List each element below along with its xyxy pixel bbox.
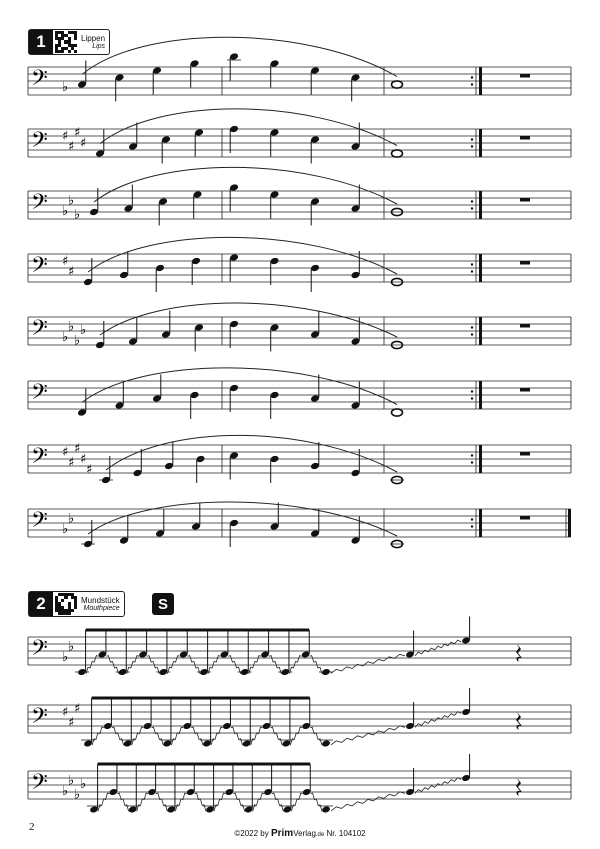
eighth-note	[321, 668, 331, 676]
whole-rest	[520, 198, 530, 202]
flat-icon: ♭	[62, 784, 69, 799]
sharp-icon: ♯	[74, 441, 81, 457]
flat-icon: ♭	[68, 511, 75, 527]
glissando-line	[231, 727, 243, 745]
whole-note	[392, 150, 403, 157]
final-bar-thick	[568, 509, 571, 537]
flat-icon: ♭	[62, 204, 69, 219]
publisher-suffix: Verlag	[293, 829, 316, 838]
repeat-dot	[471, 138, 473, 140]
exercise-2-header	[28, 591, 125, 617]
glissando-line	[415, 640, 461, 656]
repeat-dot	[471, 518, 473, 520]
repeat-dot	[471, 263, 473, 265]
glissando-line	[171, 727, 183, 745]
glissando-line	[290, 727, 302, 745]
repeat-dot	[471, 207, 473, 209]
glissando-line	[214, 793, 225, 811]
flat-icon: ♭	[68, 319, 75, 335]
flat-icon: ♭	[62, 650, 69, 665]
whole-rest	[520, 136, 530, 140]
glissando-line	[175, 793, 186, 811]
repeat-thick-bar	[479, 67, 482, 95]
repeat-dot	[471, 83, 473, 85]
repeat-dot	[471, 76, 473, 78]
glissando-line	[331, 654, 405, 673]
repeat-thick-bar	[479, 129, 482, 157]
slur	[88, 237, 397, 274]
sharp-icon: ♯	[62, 129, 69, 144]
slur	[82, 37, 397, 76]
flat-icon: ♭	[74, 207, 81, 223]
flat-icon: ♭	[80, 323, 87, 338]
repeat-dot	[471, 326, 473, 328]
whole-rest	[520, 452, 530, 456]
sharp-icon: ♯	[74, 125, 81, 141]
glissando-line	[291, 793, 302, 811]
beam	[92, 697, 310, 700]
slur	[94, 167, 397, 204]
qr-code-icon	[55, 31, 77, 53]
glissando-line	[331, 792, 405, 811]
exercise-label-translation: Mouthpiece	[83, 604, 120, 612]
bass-clef-icon: 𝄢	[31, 66, 48, 96]
flat-icon: ♭	[74, 333, 81, 349]
footer-prefix: ©2022 by	[234, 829, 271, 838]
glissando-line	[271, 727, 283, 745]
sharp-icon: ♯	[74, 701, 81, 717]
whole-rest	[520, 516, 530, 520]
footer-copyright	[0, 828, 600, 839]
glissando-line	[310, 727, 322, 745]
exercise-label: Lippen	[81, 33, 106, 43]
bass-clef-icon: 𝄢	[31, 770, 48, 800]
glissando-line	[117, 793, 128, 811]
glissando-line	[272, 793, 283, 811]
sharp-icon: ♯	[80, 136, 87, 151]
bass-clef-icon: 𝄢	[31, 190, 48, 220]
flat-icon: ♭	[74, 787, 81, 803]
glissando-line	[211, 727, 223, 745]
glissando-line	[137, 793, 148, 811]
flat-icon: ♭	[68, 193, 75, 209]
publisher-logo: Prim	[270, 828, 294, 839]
glissando-line	[253, 793, 264, 811]
s-badge: S	[152, 593, 174, 615]
bass-clef-icon: 𝄢	[31, 444, 48, 474]
glissando-line	[415, 712, 461, 728]
beam	[98, 763, 311, 766]
repeat-thick-bar	[479, 254, 482, 282]
quarter-rest	[516, 778, 522, 796]
repeat-dot	[471, 454, 473, 456]
glissando-line	[415, 778, 461, 794]
bass-clef-icon: 𝄢	[31, 128, 48, 158]
bass-clef-icon: 𝄢	[31, 636, 48, 666]
bass-clef-icon: 𝄢	[31, 380, 48, 410]
slur	[88, 502, 397, 536]
whole-rest	[520, 324, 530, 328]
exercise-1-header	[28, 29, 110, 55]
slur	[100, 303, 397, 337]
glissando-line	[251, 727, 263, 745]
sharp-icon: ♯	[62, 445, 69, 460]
glissando-line	[191, 727, 203, 745]
glissando-line	[156, 793, 167, 811]
bass-clef-icon: 𝄢	[31, 316, 48, 346]
page-number: 2	[29, 821, 35, 833]
flat-icon: ♭	[62, 80, 69, 95]
slur	[100, 109, 397, 146]
repeat-dot	[471, 525, 473, 527]
bass-clef-icon: 𝄢	[31, 704, 48, 734]
whole-rest	[520, 261, 530, 265]
quarter-rest	[516, 644, 522, 662]
bass-clef-icon: 𝄢	[31, 253, 48, 283]
sharp-icon: ♯	[68, 264, 75, 280]
publisher-tld: .de	[315, 832, 325, 838]
exercise-number: 2	[29, 592, 53, 616]
whole-note	[392, 409, 403, 416]
repeat-dot	[471, 145, 473, 147]
flat-icon: ♭	[80, 777, 87, 792]
sharp-icon: ♯	[68, 139, 75, 155]
exercise-label: Mundstück	[81, 595, 120, 605]
glissando-line	[311, 793, 322, 811]
sharp-icon: ♯	[80, 452, 87, 467]
glissando-line	[132, 727, 144, 745]
repeat-dot	[471, 397, 473, 399]
flat-icon: ♭	[62, 330, 69, 345]
repeat-thick-bar	[479, 381, 482, 409]
eighth-note	[321, 805, 331, 813]
footer-ref: Nr. 104102	[324, 829, 366, 838]
slur	[106, 435, 397, 472]
sharp-icon: ♯	[86, 462, 93, 478]
glissando-line	[98, 793, 109, 811]
repeat-dot	[471, 390, 473, 392]
repeat-thick-bar	[479, 445, 482, 473]
exercise-label-translation: Lips	[92, 42, 106, 50]
whole-rest	[520, 388, 530, 392]
glissando-line	[233, 793, 244, 811]
flat-icon: ♭	[68, 639, 75, 655]
eighth-note	[321, 739, 331, 747]
exercise-number: 1	[29, 30, 53, 54]
repeat-thick-bar	[479, 509, 482, 537]
quarter-rest	[516, 712, 522, 730]
repeat-thick-bar	[479, 191, 482, 219]
sharp-icon: ♯	[62, 705, 69, 720]
repeat-thick-bar	[479, 317, 482, 345]
repeat-dot	[471, 270, 473, 272]
glissando-line	[92, 727, 104, 745]
whole-rest	[520, 74, 530, 78]
qr-code-icon	[55, 593, 77, 615]
repeat-dot	[471, 200, 473, 202]
beam	[86, 629, 310, 632]
sharp-icon: ♯	[68, 715, 75, 731]
sharp-icon: ♯	[68, 455, 75, 471]
flat-icon: ♭	[68, 773, 75, 789]
glissando-line	[331, 726, 405, 745]
glissando-line	[112, 727, 124, 745]
bass-clef-icon: 𝄢	[31, 508, 48, 538]
flat-icon: ♭	[62, 522, 69, 537]
glissando-line	[152, 727, 164, 745]
repeat-dot	[471, 333, 473, 335]
glissando-line	[195, 793, 206, 811]
slur	[82, 368, 397, 405]
whole-note	[392, 81, 403, 88]
repeat-dot	[471, 461, 473, 463]
sharp-icon: ♯	[62, 254, 69, 269]
